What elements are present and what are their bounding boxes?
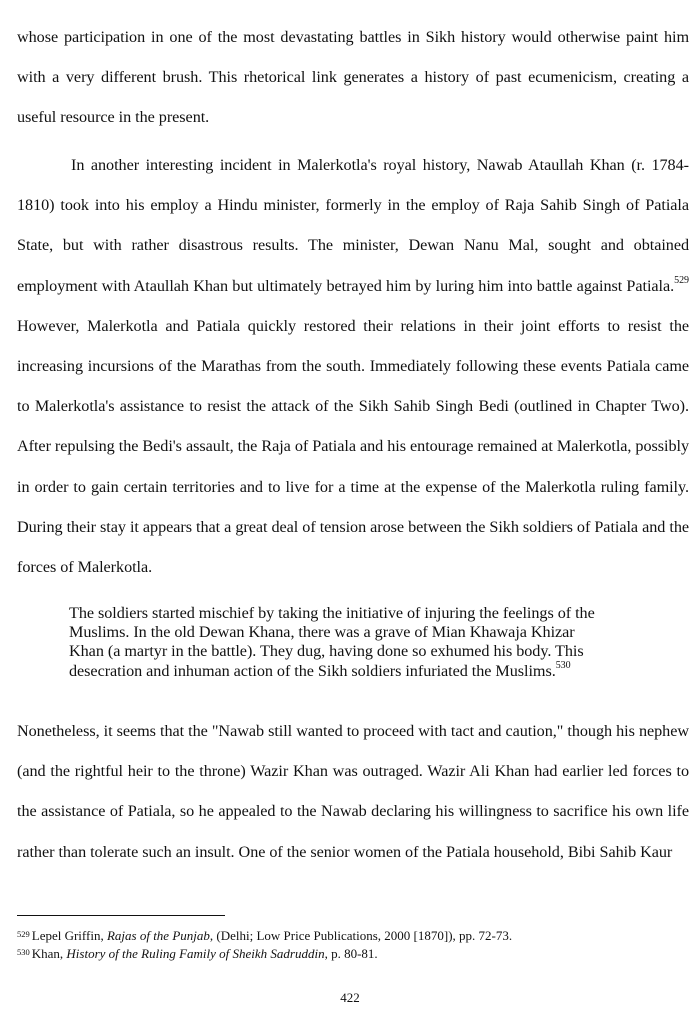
footnote-reference-529[interactable]: 529 <box>674 275 689 287</box>
block-quote <box>69 604 649 681</box>
footnote-title: Rajas of the Punjab <box>106 928 210 943</box>
block-quote-line: Muslims. In the old Dewan Khana, there was a grave of Mian Khawaja Khizar <box>69 623 575 642</box>
footnotes <box>17 926 687 962</box>
page-number: 422 <box>340 990 360 1005</box>
footnote-reference-530[interactable]: 530 <box>555 660 571 672</box>
paragraph-text: whose participation in one of the most devastating battles in Sikh history would otherwise paint him with a very different brush. This rhetorical link generates a history of past ecumenicism, creating a useful resource in the present. <box>17 28 689 127</box>
footnote-530: $^{530}$ Khan, History of the Ruling Family of Sheikh Sadruddin, p. 80-81. <box>17 946 378 961</box>
paragraph-ataullah-khan <box>17 145 689 587</box>
footnote-number: 529 <box>17 929 30 939</box>
paragraph-nonetheless <box>17 711 689 872</box>
paragraph-text: Nonetheless, it seems that the "Nawab still wanted to proceed with tact and caution," though his nephew (and the rightful heir to the throne) Wazir Khan was outraged. Wazir Ali Khan had earlier led forces to the assistance of Patiala, so he appealed to the Nawab declaring his willingness to sacrifice his own life rather than tolerate such an insult. One of the senior women of the Patiala household, Bibi Sahib Kaur <box>17 722 689 861</box>
block-quote-line: desecration and inhuman action of the Sikh soldiers infuriated the Muslims.$^{530}$ <box>69 660 571 680</box>
footnote-number: 530 <box>17 947 30 957</box>
paragraph-text: In another interesting incident in Malerkotla's royal history, Nawab Ataullah Khan (r. 1784-1810) took into his employ a Hindu minister, formerly in the employ of Raja Sahib Singh of Patiala State, but with rather disastrous results. The minister, Dewan Nanu Mal, sought and obtained employment with Ataullah Khan but ultimately betrayed him by luring him into battle against Patiala. <box>17 156 689 295</box>
block-quote-line: Khan (a martyr in the battle). They dug, having done so exhumed his body. This <box>69 642 584 661</box>
footnote-529: $^{529}$ Lepel Griffin, Rajas of the Punjab, (Delhi; Low Price Publications, 2000 [1870]), pp. 72-73. <box>17 928 513 943</box>
block-quote-line: The soldiers started mischief by taking the initiative of injuring the feelings of the <box>69 604 595 622</box>
footnote-divider <box>17 915 225 916</box>
footnote-title: History of the Ruling Family of Sheikh Sadruddin <box>66 946 325 961</box>
paragraph-continuation <box>17 17 689 138</box>
paragraph-text: However, Malerkotla and Patiala quickly restored their relations in their joint efforts to resist the increasing incursions of the Marathas from the south. Immediately following these events Patiala came to Malerkotla's assistance to resist the attack of the Sikh Sahib Singh Bedi (outlined in Chapter Two). After repulsing the Bedi's assault, the Raja of Patiala and his entourage remained at Malerkotla, possibly in order to gain certain territories and to live for a time at the expense of the Malerkotla ruling family. During their stay it appears that a great deal of tension arose between the Sikh soldiers of Patiala and the forces of Malerkotla. <box>17 316 689 577</box>
